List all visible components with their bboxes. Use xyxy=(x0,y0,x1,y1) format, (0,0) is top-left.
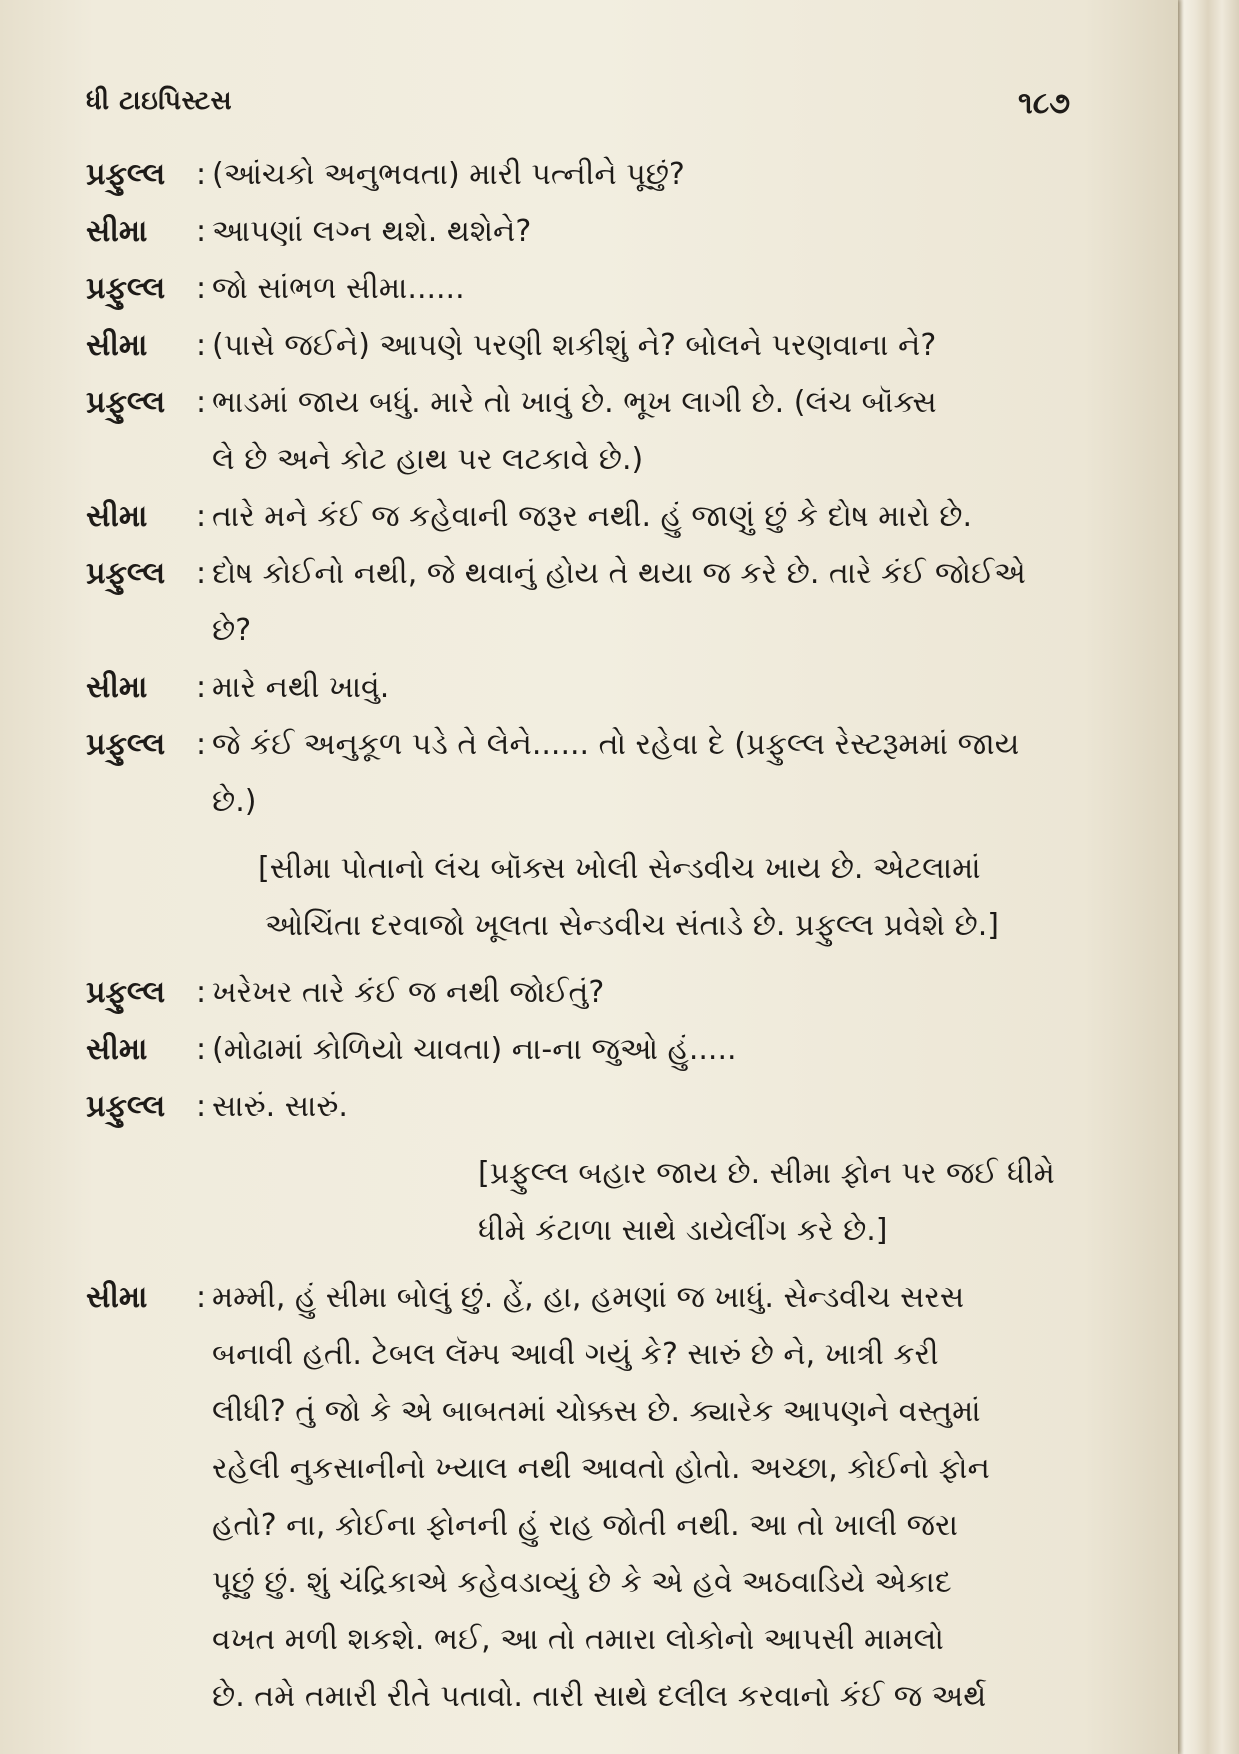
dialogue-line xyxy=(0,967,1178,1019)
dialogue-continuation: રહેલી નુકસાનીનો ખ્યાલ નથી આવતો હોતો. અચ્છા, કોઈનો ફોન xyxy=(212,1451,990,1486)
dialogue-line xyxy=(0,377,1178,429)
dialogue-continuation: બનાવી હતી. ટેબલ લૅમ્પ આવી ગયું કે? સારું છે ને, ખાત્રી કરી xyxy=(212,1337,939,1372)
dialogue-text: ખરેખર તારે કંઈ જ નથી જોઈતું? xyxy=(212,975,605,1010)
speaker-name: સીમા xyxy=(86,499,148,534)
dialogue-line xyxy=(0,719,1178,771)
dialogue-continuation: લે છે અને કોટ હાથ પર લટકાવે છે.) xyxy=(212,442,644,477)
speaker-name: પ્રફુલ્લ xyxy=(86,556,166,591)
dialogue-line xyxy=(0,206,1178,258)
speaker-colon: : xyxy=(196,727,207,762)
dialogue-text: મમ્મી, હું સીમા બોલું છું. હેં, હા, હમણાં જ ખાધું. સેન્ડવીચ સરસ xyxy=(212,1280,965,1315)
speaker-colon: : xyxy=(196,670,207,705)
dialogue-continuation: છે. તમે તમારી રીતે પતાવો. તારી સાથે દલીલ કરવાનો કંઈ જ અર્થ xyxy=(212,1679,987,1714)
dialogue-continuation: છે.) xyxy=(212,784,257,819)
dialogue-line xyxy=(0,1272,1178,1324)
stage-direction: ધીમે કંટાળા સાથે ડાયેલીંગ કરે છે.] xyxy=(478,1213,888,1248)
dialogue-text: દોષ કોઈનો નથી, જે થવાનું હોય તે થયા જ કરે છે. તારે કંઈ જોઈએ xyxy=(212,556,1026,591)
speaker-colon: : xyxy=(196,328,207,363)
speaker-colon: : xyxy=(196,556,207,591)
speaker-colon: : xyxy=(196,1280,207,1315)
dialogue-text: તારે મને કંઈ જ કહેવાની જરૂર નથી. હું જાણું છું કે દોષ મારો છે. xyxy=(212,499,973,534)
speaker-name: પ્રફુલ્લ xyxy=(86,1089,166,1124)
speaker-name: સીમા xyxy=(86,214,148,249)
dialogue-line xyxy=(0,1081,1178,1133)
speaker-colon: : xyxy=(196,157,207,192)
dialogue-line xyxy=(0,548,1178,600)
speaker-name: સીમા xyxy=(86,670,148,705)
speaker-colon: : xyxy=(196,214,207,249)
speaker-colon: : xyxy=(196,975,207,1010)
stage-direction: [પ્રફુલ્લ બહાર જાય છે. સીમા ફોન પર જઈ ધીમે xyxy=(478,1156,1055,1191)
speaker-name: પ્રફુલ્લ xyxy=(86,271,166,306)
dialogue-line xyxy=(0,1024,1178,1076)
dialogue-text: જે કંઈ અનુકૂળ પડે તે લેને...... તો રહેવા દે (પ્રફુલ્લ રેસ્ટરૂમમાં જાય xyxy=(212,727,1020,762)
speaker-colon: : xyxy=(196,271,207,306)
dialogue-continuation: હતો? ના, કોઈના ફોનની હું રાહ જોતી નથી. આ તો ખાલી જરા xyxy=(212,1508,958,1543)
speaker-name: સીમા xyxy=(86,1032,148,1067)
dialogue-line xyxy=(0,320,1178,372)
dialogue-continuation: વખત મળી શકશે. ભઈ, આ તો તમારા લોકોનો આપસી મામલો xyxy=(212,1622,944,1657)
dialogue-continuation: છે? xyxy=(212,613,252,648)
dialogue-line xyxy=(0,662,1178,714)
speaker-colon: : xyxy=(196,385,207,420)
dialogue-line xyxy=(0,263,1178,315)
speaker-name: સીમા xyxy=(86,328,148,363)
dialogue-text: સારું. સારું. xyxy=(212,1089,348,1124)
speaker-name: પ્રફુલ્લ xyxy=(86,157,166,192)
dialogue-text: ભાડમાં જાય બધું. મારે તો ખાવું છે. ભૂખ લાગી છે. (લંચ બૉક્સ xyxy=(212,385,937,420)
dialogue-line xyxy=(0,149,1178,201)
speaker-colon: : xyxy=(196,1089,207,1124)
dialogue-text: આપણાં લગ્ન થશે. થશેને? xyxy=(212,214,532,249)
speaker-colon: : xyxy=(196,499,207,534)
dialogue-continuation: લીધી? તું જો કે એ બાબતમાં ચોક્કસ છે. ક્યારેક આપણને વસ્તુમાં xyxy=(212,1394,981,1429)
dialogue-text: (પાસે જઈને) આપણે પરણી શકીશું ને? બોલને પરણવાના ને? xyxy=(212,328,937,363)
dialogue-text: (મોઢામાં કોળિયો ચાવતા) ના-ના જુઓ હું..... xyxy=(212,1032,737,1067)
speaker-name: પ્રફુલ્લ xyxy=(86,727,166,762)
dialogue-text: (આંચકો અનુભવતા) મારી પત્નીને પૂછું? xyxy=(212,157,685,192)
stage-direction: ઓચિંતા દરવાજો ખૂલતા સેન્ડવીચ સંતાડે છે. પ્રફુલ્લ પ્રવેશે છે.] xyxy=(265,908,999,943)
stage-direction: [સીમા પોતાનો લંચ બૉક્સ ખોલી સેન્ડવીચ ખાય છે. એટલામાં xyxy=(258,851,981,886)
speaker-name: પ્રફુલ્લ xyxy=(86,975,166,1010)
adjacent-page-edges xyxy=(1178,0,1239,1754)
dialogue-continuation: પૂછું છું. શું ચંદ્રિકાએ કહેવડાવ્યું છે કે એ હવે અઠવાડિયે એકાદ xyxy=(212,1565,952,1600)
dialogue-text: જો સાંભળ સીમા...... xyxy=(212,271,465,306)
page-number: ૧૮૭ xyxy=(1018,86,1071,121)
speaker-name: પ્રફુલ્લ xyxy=(86,385,166,420)
dialogue-line xyxy=(0,491,1178,543)
speaker-colon: : xyxy=(196,1032,207,1067)
running-title: ધી ટાઇપિસ્ટસ xyxy=(86,86,233,116)
dialogue-text: મારે નથી ખાવું. xyxy=(212,670,390,705)
speaker-name: સીમા xyxy=(86,1280,148,1315)
